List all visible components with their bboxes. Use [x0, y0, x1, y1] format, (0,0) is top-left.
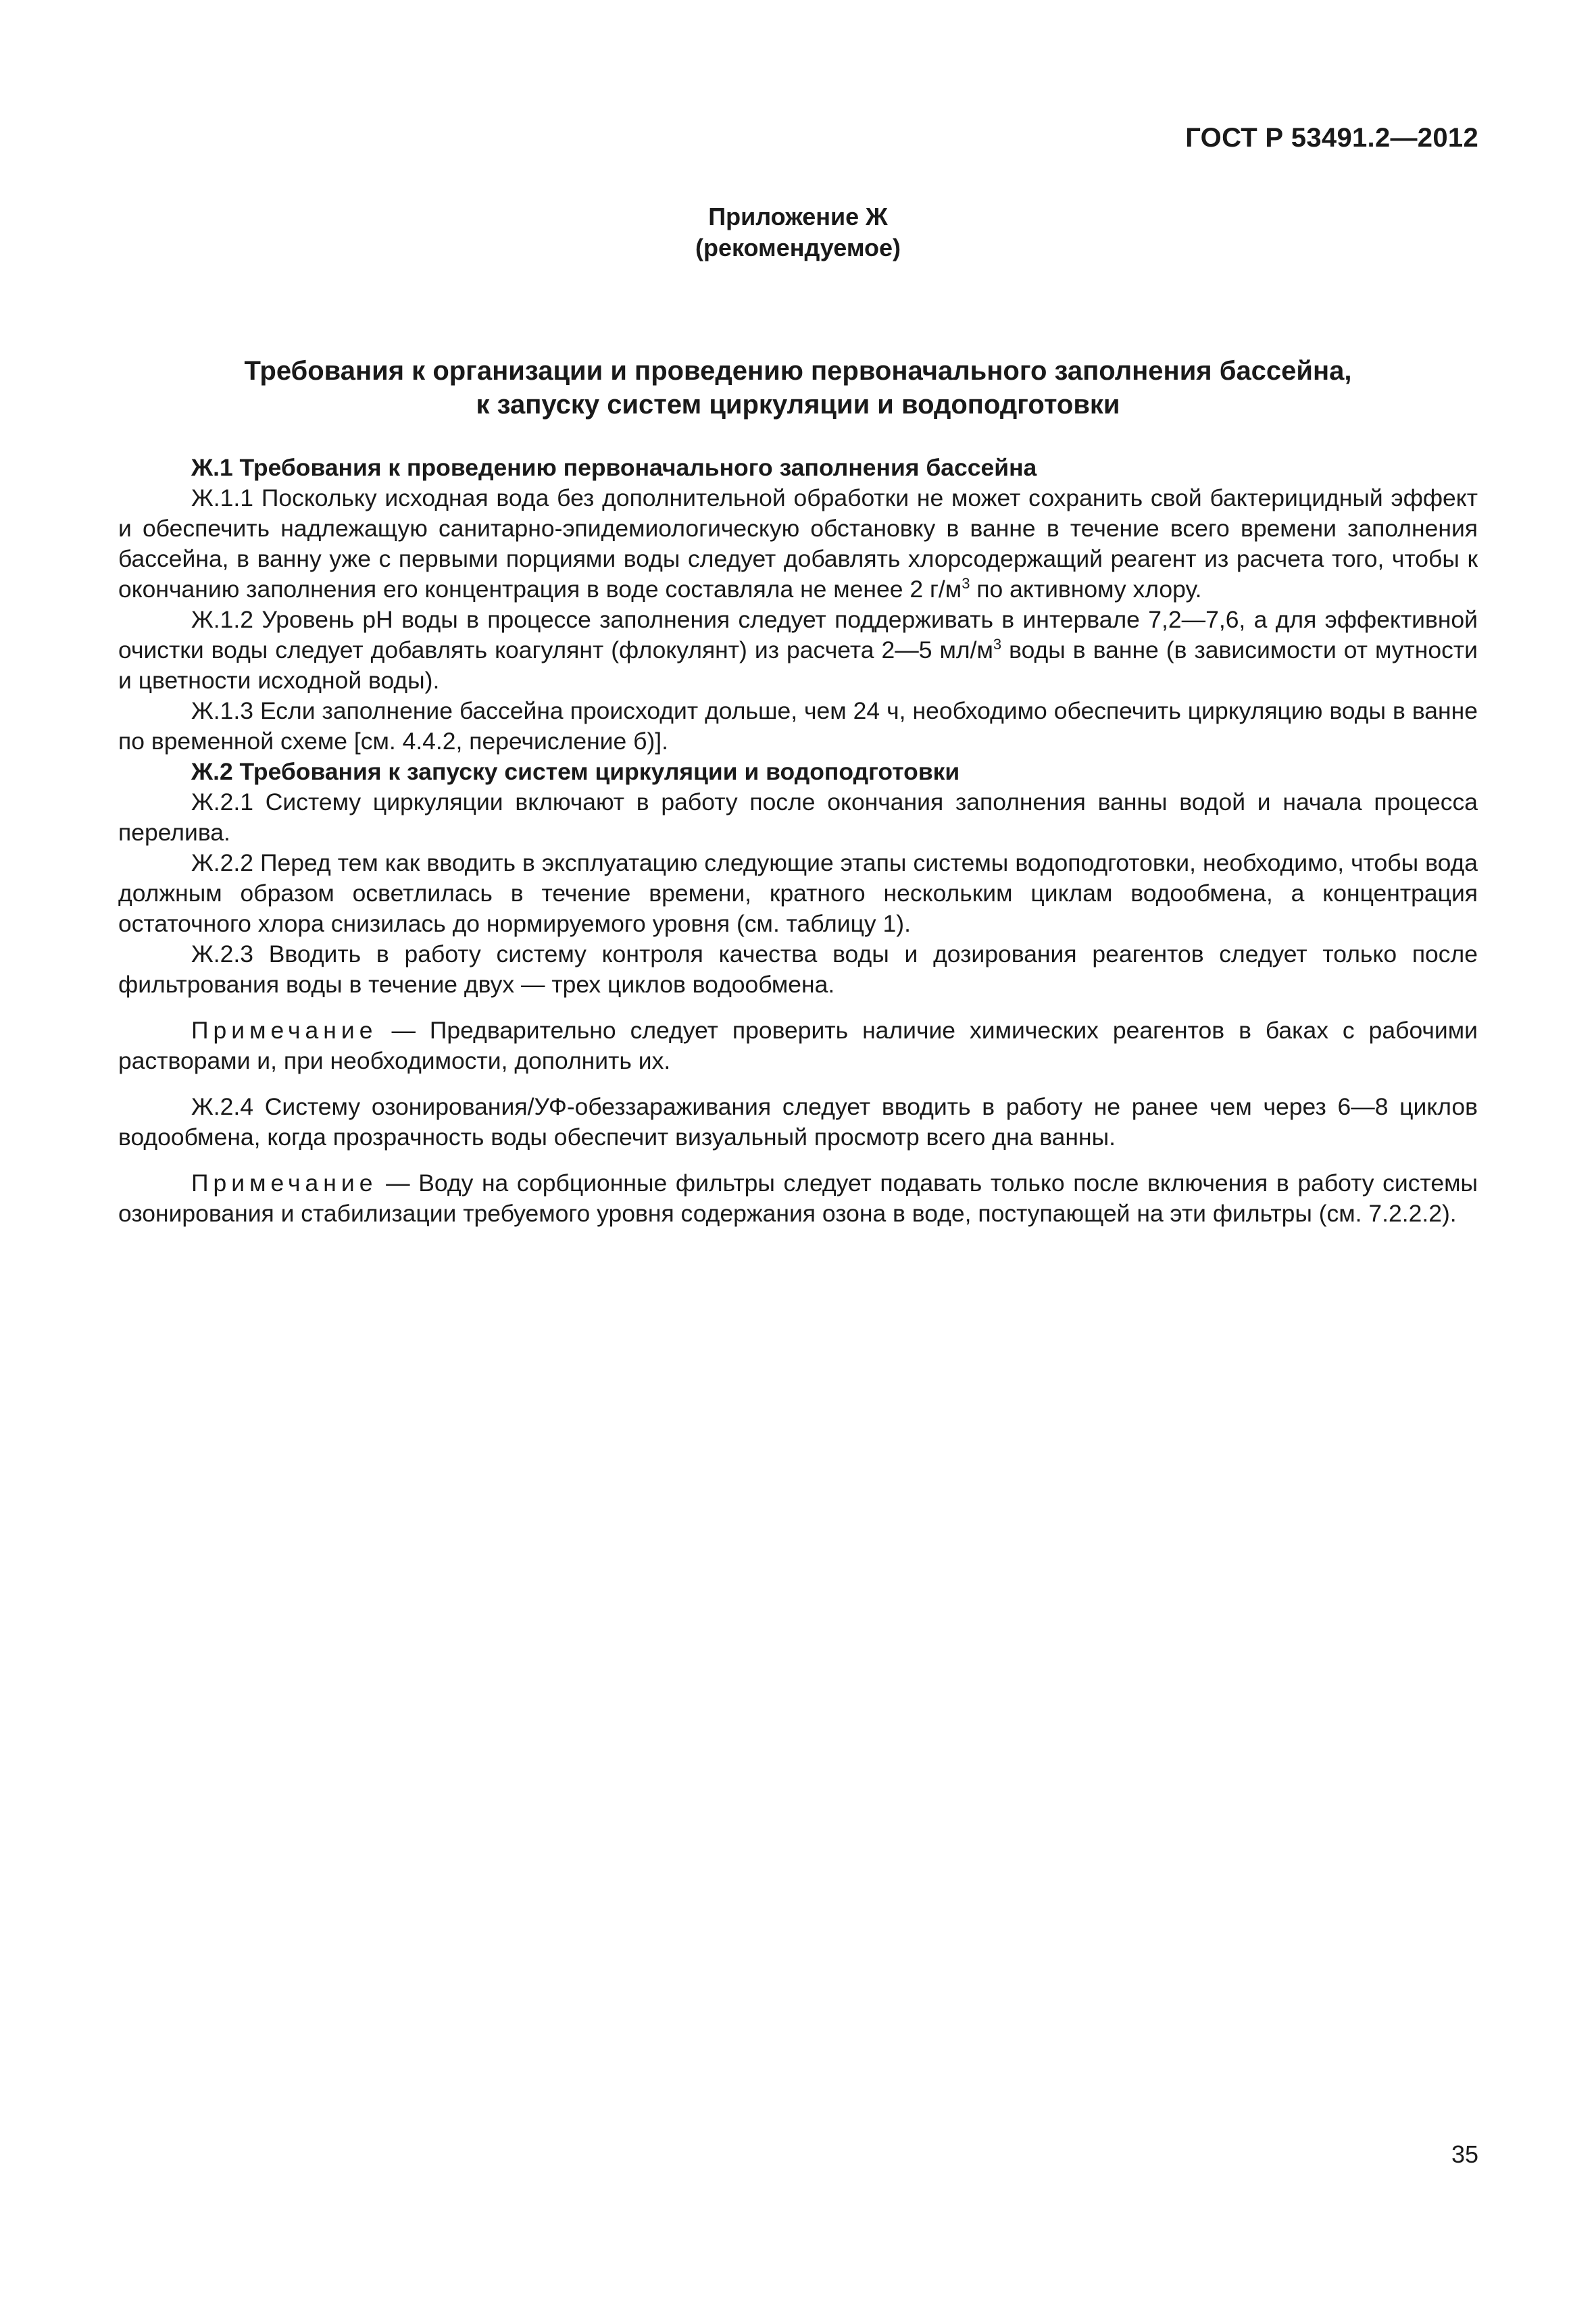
paragraph-zh-1-1-text: Ж.1.1 Поскольку исходная вода без дополнительной обработки не может сохранить свой бактерицидный эффект и обеспечить надлежащую санитарно-эпидемиологическую обстановку в ванне в течение всего времени заполнения бассейна, в ванну уже с первыми порциями воды следует добавлять хлорсодержащий реагент из расчета того, чтобы к окончанию заполнения его концентрация в воде составляла не менее 2 г/м [118, 484, 1478, 603]
paragraph-zh-1-2 [118, 605, 1478, 696]
document-body [118, 453, 1478, 1229]
annex-heading [0, 201, 1596, 263]
paragraph-zh-2-2: Ж.2.2 Перед тем как вводить в эксплуатацию следующие этапы системы водоподготовки, необходимо, чтобы вода должным образом осветлилась в течение времени, кратного нескольким циклам водообмена, а концентрация остаточного хлора снизилась до нормируемого уровня (см. таблицу 1). [118, 849, 1478, 937]
note-2 [118, 1168, 1478, 1229]
appendix-title [169, 354, 1427, 422]
note-1-text: — Предварительно следует проверить наличие химических реагентов в баках с рабочими растворами и, при необходимости, дополнить их. [118, 1017, 1478, 1074]
paragraph-zh-2-3: Ж.2.3 Вводить в работу систему контроля качества воды и дозирования реагентов следует только после фильтрования воды в течение двух — трех циклов водообмена. [118, 940, 1478, 998]
paragraph-zh-1-2-text: Ж.1.2 Уровень pH воды в процессе заполнения следует поддерживать в интервале 7,2—7,6, а для эффективной очистки воды следует добавлять коагулянт (флокулянт) из расчета 2—5 мл/м [118, 606, 1478, 663]
note-1 [118, 1015, 1478, 1076]
note-1-label: Примечание [191, 1017, 378, 1044]
appendix-title-line-1: Требования к организации и проведению первоначального заполнения бассейна, [244, 356, 1352, 386]
note-2-label: Примечание [191, 1169, 378, 1197]
paragraph-zh-1-3: Ж.1.3 Если заполнение бассейна происходит дольше, чем 24 ч, необходимо обеспечить циркуляцию воды в ванне по временной схеме [см. 4.4.2, перечисление б)]. [118, 697, 1478, 755]
section-heading-zh1: Ж.1 Требования к проведению первоначального заполнения бассейна [191, 454, 1037, 481]
superscript-3: 3 [962, 575, 970, 593]
section-heading-zh2: Ж.2 Требования к запуску систем циркуляции и водоподготовки [191, 758, 960, 785]
paragraph-zh-2-4: Ж.2.4 Систему озонирования/УФ-обеззараживания следует вводить в работу не ранее чем через 6—8 циклов водообмена, когда прозрачность воды обеспечит визуальный просмотр всего дна ванны. [118, 1093, 1478, 1151]
annex-title: Приложение Ж [708, 203, 888, 230]
superscript-3: 3 [993, 636, 1002, 653]
paragraph-zh-2-1: Ж.2.1 Систему циркуляции включают в работу после окончания заполнения ванны водой и начала процесса перелива. [118, 788, 1478, 846]
note-2-text: — Воду на сорбционные фильтры следует подавать только после включения в работу системы озонирования и стабилизации требуемого уровня содержания озона в воде, поступающей на эти фильтры (см. 7.2.2.2). [118, 1169, 1478, 1227]
paragraph-zh-1-1 [118, 483, 1478, 605]
appendix-title-line-2: к запуску систем циркуляции и водоподготовки [476, 390, 1120, 420]
paragraph-zh-1-1-end: по активному хлору. [970, 576, 1202, 603]
annex-status: (рекомендуемое) [695, 234, 901, 261]
page-number: 35 [1451, 2140, 1478, 2168]
paragraph-zh-1-2-end: воды в ванне (в зависимости от мутности и цветности исходной воды). [118, 636, 1478, 694]
document-code: ГОСТ Р 53491.2—2012 [1185, 123, 1478, 153]
